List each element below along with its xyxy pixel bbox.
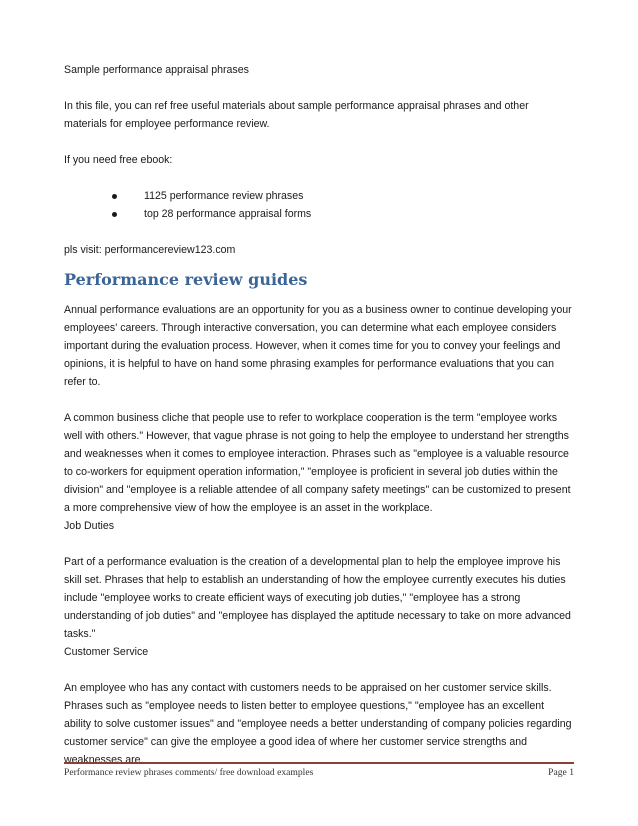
subheading-customer-service: Customer Service (64, 646, 149, 658)
bullet-icon (112, 194, 117, 199)
list-item (64, 187, 574, 205)
page-number: Page 1 (548, 767, 574, 778)
ebook-list (64, 187, 574, 223)
document-title: Sample performance appraisal phrases (64, 64, 249, 76)
paragraph-4: An employee who has any contact with customers needs to be appraised on her customer service skills. Phrases such as "employee needs to listen better to employee questions," "employee has an excellent ability to solve customer issues" and "employee needs a better understanding of company policies regarding customer service" can give the employee a good idea of where her customer service strengths and weaknesses are. (64, 682, 572, 766)
list-item-text: top 28 performance appraisal forms (144, 208, 312, 220)
list-item (64, 205, 574, 223)
ebook-prompt: If you need free ebook: (64, 154, 173, 166)
paragraph-3: Part of a performance evaluation is the creation of a developmental plan to help the employee improve his skill set. Phrases that help to establish an understanding of how the employee currently executes his duties include "employee works to create efficient ways of executing job duties," "employee has a strong understanding of job duties" and "employee has displayed the aptitude necessary to take on more advanced tasks." (64, 556, 571, 640)
list-item-text: 1125 performance review phrases (144, 190, 304, 202)
section-heading: Performance review guides (64, 270, 308, 289)
footer-rule (64, 762, 574, 764)
page-footer (64, 767, 574, 778)
visit-link-text: pls visit: performancereview123.com (64, 244, 236, 256)
paragraph-2: A common business cliche that people use to refer to workplace cooperation is the term "employee works well with others." However, that vague phrase is not going to help the employee to understand her strengths and weaknesses when it comes to employee interaction. Phrases such as "employee is a valuable resource to co-workers for equipment operation information," "employee is proficient in several job duties within the division" and "employee is a reliable attendee of all company safety meetings" can be customized to present a more comprehensive view of how the employee is an asset in the workplace. (64, 412, 571, 514)
intro-paragraph: In this file, you can ref free useful materials about sample performance appraisal phrases and other materials for employee performance review. (64, 100, 529, 130)
bullet-icon (112, 212, 117, 217)
footer-title: Performance review phrases comments/ free download examples (64, 767, 314, 778)
document-body (64, 61, 574, 769)
paragraph-1: Annual performance evaluations are an opportunity for you as a business owner to continue developing your employees' careers. Through interactive conversation, you can determine what each employee considers important during the evaluation process. However, when it comes time for you to convey your feelings and opinions, it is helpful to have on hand some phrasing examples for performance evaluations that you can refer to. (64, 304, 572, 388)
subheading-job-duties: Job Duties (64, 520, 115, 532)
